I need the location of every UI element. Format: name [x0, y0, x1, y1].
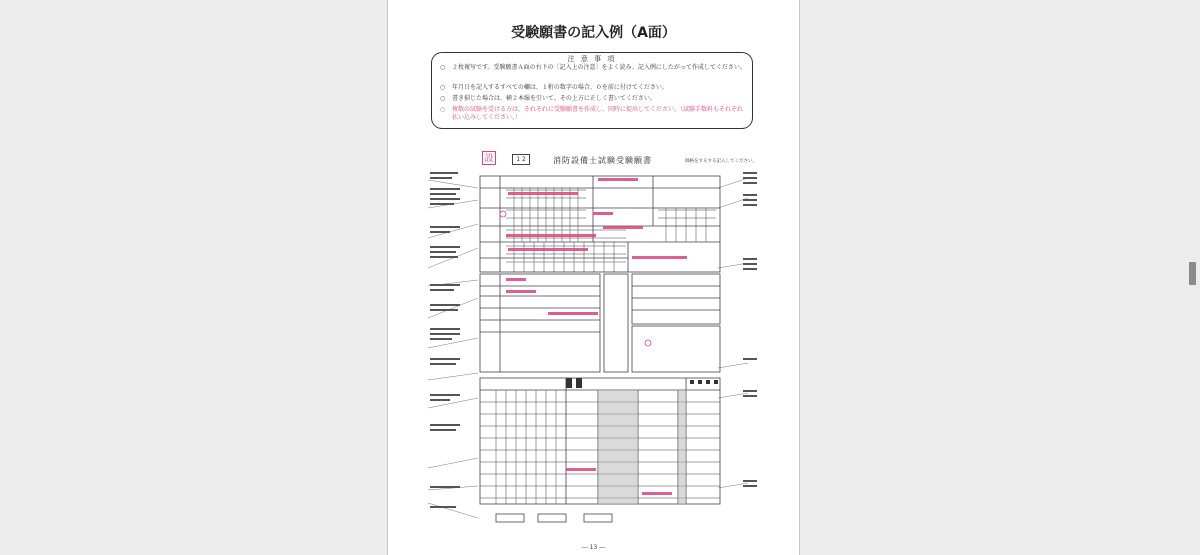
notice-item: ○ ２枚複写です。受験願書Ａ面の右下の〔記入上の注意〕をよく読み、記入例にしたがって作成してください。: [440, 64, 746, 71]
form-title: 消防設備士試験受験願書: [553, 156, 652, 165]
notice-box: [431, 52, 753, 129]
form-number: 1 2: [512, 154, 530, 165]
form-top-note: 価格をするする記入してください。: [685, 159, 757, 164]
scrollbar-thumb[interactable]: [1189, 262, 1196, 285]
page-title: 受験願書の記入例（A面）: [511, 25, 676, 41]
notice-item: ○ 年月日を記入するすべての欄は、１桁の数字の場合、０を前に付けてください。: [440, 84, 668, 91]
application-form-illustration: [388, 168, 799, 548]
notice-item: ○ 複数の試験を受ける方は、それぞれに受験願書を作成し、同時に提出してください。（試験手数料もそれぞれ払い込みしてください。）: [440, 106, 744, 121]
notice-heading: 注 意 事 項: [432, 46, 752, 65]
form-tag: 設: [482, 151, 496, 165]
notice-item: ○ 書き損じた場合は、横２本線を引いて、その上方に正しく書いてください。: [440, 95, 656, 102]
document-page: [387, 0, 800, 555]
page-number: ― 13 ―: [581, 544, 606, 551]
